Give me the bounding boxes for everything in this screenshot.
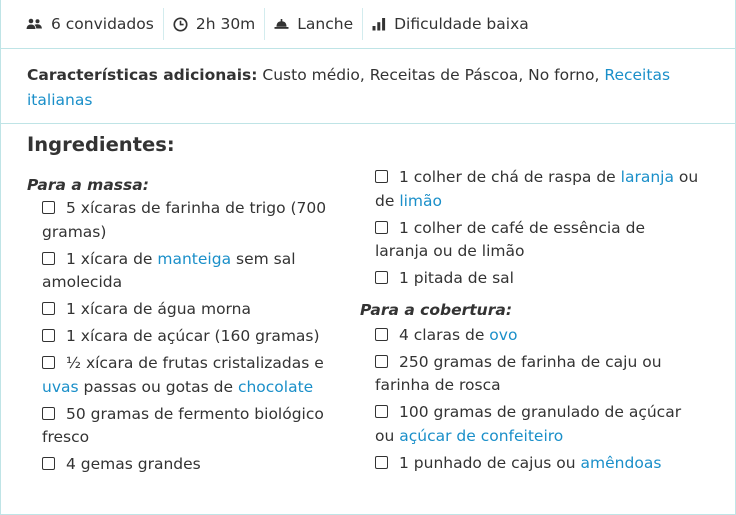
ingredient-item [42,298,347,322]
ingredient-checkbox[interactable] [375,405,388,418]
additional-characteristics-label: Características adicionais: [27,66,258,84]
ingredient-text: ½ xícara de frutas cristalizadas e [66,354,324,372]
meta-servings-text: 6 convidados [51,15,154,33]
ingredient-item [42,453,347,477]
ingredient-text: 4 claras de [399,325,490,344]
ingredient-item [375,217,700,264]
signal-bars-icon [372,17,386,31]
ingredient-text: 1 pitada de sal [399,269,514,287]
ingredient-item [42,403,347,450]
meta-servings [1,8,164,40]
meta-difficulty [363,8,538,40]
link-receitas-italianas[interactable]: Receitas italianas [27,66,671,109]
ingredient-link[interactable]: uvas [42,377,79,396]
ingredient-text: passas ou gotas de [78,377,238,396]
ingredient-item [42,325,347,349]
ingredient-link[interactable]: manteiga [157,249,232,268]
ingredient-text: 250 gramas de farinha de caju ou farinha de rosca [375,352,662,394]
ingredient-item [375,351,700,398]
ingredient-item [375,324,700,348]
ingredient-text: 1 punhado de cajus ou [399,453,581,472]
dough-ingredient-list-continued [360,166,700,291]
ingredient-link[interactable]: laranja [620,168,674,186]
ingredient-link[interactable]: açúcar de confeiteiro [399,426,564,445]
ingredient-checkbox[interactable] [42,457,55,470]
ingredient-text: 1 xícara de [66,249,158,268]
ingredient-checkbox[interactable] [375,170,388,183]
cutlery-icon [274,18,289,31]
ingredient-link[interactable]: limão [399,191,443,210]
ingredient-link[interactable]: chocolate [237,377,314,396]
topping-section-title: Para a cobertura: [360,300,513,319]
ingredient-checkbox[interactable] [42,201,55,214]
ingredient-checkbox[interactable] [375,328,388,341]
recipe-meta-bar [1,0,736,49]
ingredient-checkbox[interactable] [42,407,55,420]
ingredient-checkbox[interactable] [375,355,388,368]
ingredient-item [375,267,700,291]
dough-section-title: Para a massa: [27,176,149,194]
ingredients-left-column [27,173,347,480]
people-icon [26,18,43,31]
meta-time [164,8,265,40]
ingredient-checkbox[interactable] [375,271,388,284]
ingredient-checkbox[interactable] [42,356,55,369]
ingredient-text: sem sal amolecida [42,249,296,291]
meta-time-text: 2h 30m [195,15,256,33]
ingredient-item [375,452,700,476]
meta-meal [265,8,363,40]
clock-icon [173,17,188,32]
ingredient-item [375,166,700,213]
topping-ingredient-list [360,324,700,476]
ingredient-link[interactable]: ovo [489,325,518,344]
ingredient-item [42,248,347,295]
ingredient-item [42,352,347,399]
meta-difficulty-text: Dificuldade baixa [394,15,529,33]
ingredient-checkbox[interactable] [375,456,388,469]
dough-ingredient-list [27,197,347,477]
ingredient-checkbox[interactable] [42,329,55,342]
ingredient-item [375,401,700,448]
additional-characteristics-values: Custo médio, Receitas de Páscoa, No forno, [257,66,605,84]
meta-meal-text: Lanche [297,15,354,33]
ingredients-title: Ingredientes: [27,133,175,156]
ingredient-checkbox[interactable] [42,252,55,265]
additional-characteristics [1,49,736,124]
ingredient-text: ou de [375,168,699,210]
ingredient-text: 1 colher de café de essência de laranja ou de limão [375,218,645,260]
ingredient-text: 1 xícara de água morna [66,300,251,318]
ingredient-text: 5 xícaras de farinha de trigo (700 gramas) [42,199,327,241]
ingredient-item [42,197,347,244]
ingredients-right-column [360,166,700,479]
ingredient-text: 1 xícara de açúcar (160 gramas) [66,327,320,345]
ingredient-checkbox[interactable] [42,302,55,315]
ingredient-link[interactable]: amêndoas [580,453,662,472]
ingredient-text: 50 gramas de fermento biológico fresco [42,404,324,446]
ingredient-text: 4 gemas grandes [66,455,201,473]
ingredient-checkbox[interactable] [375,221,388,234]
ingredient-text: 1 colher de chá de raspa de [399,168,621,186]
ingredient-text: 100 gramas de granulado de açúcar ou [375,403,682,445]
